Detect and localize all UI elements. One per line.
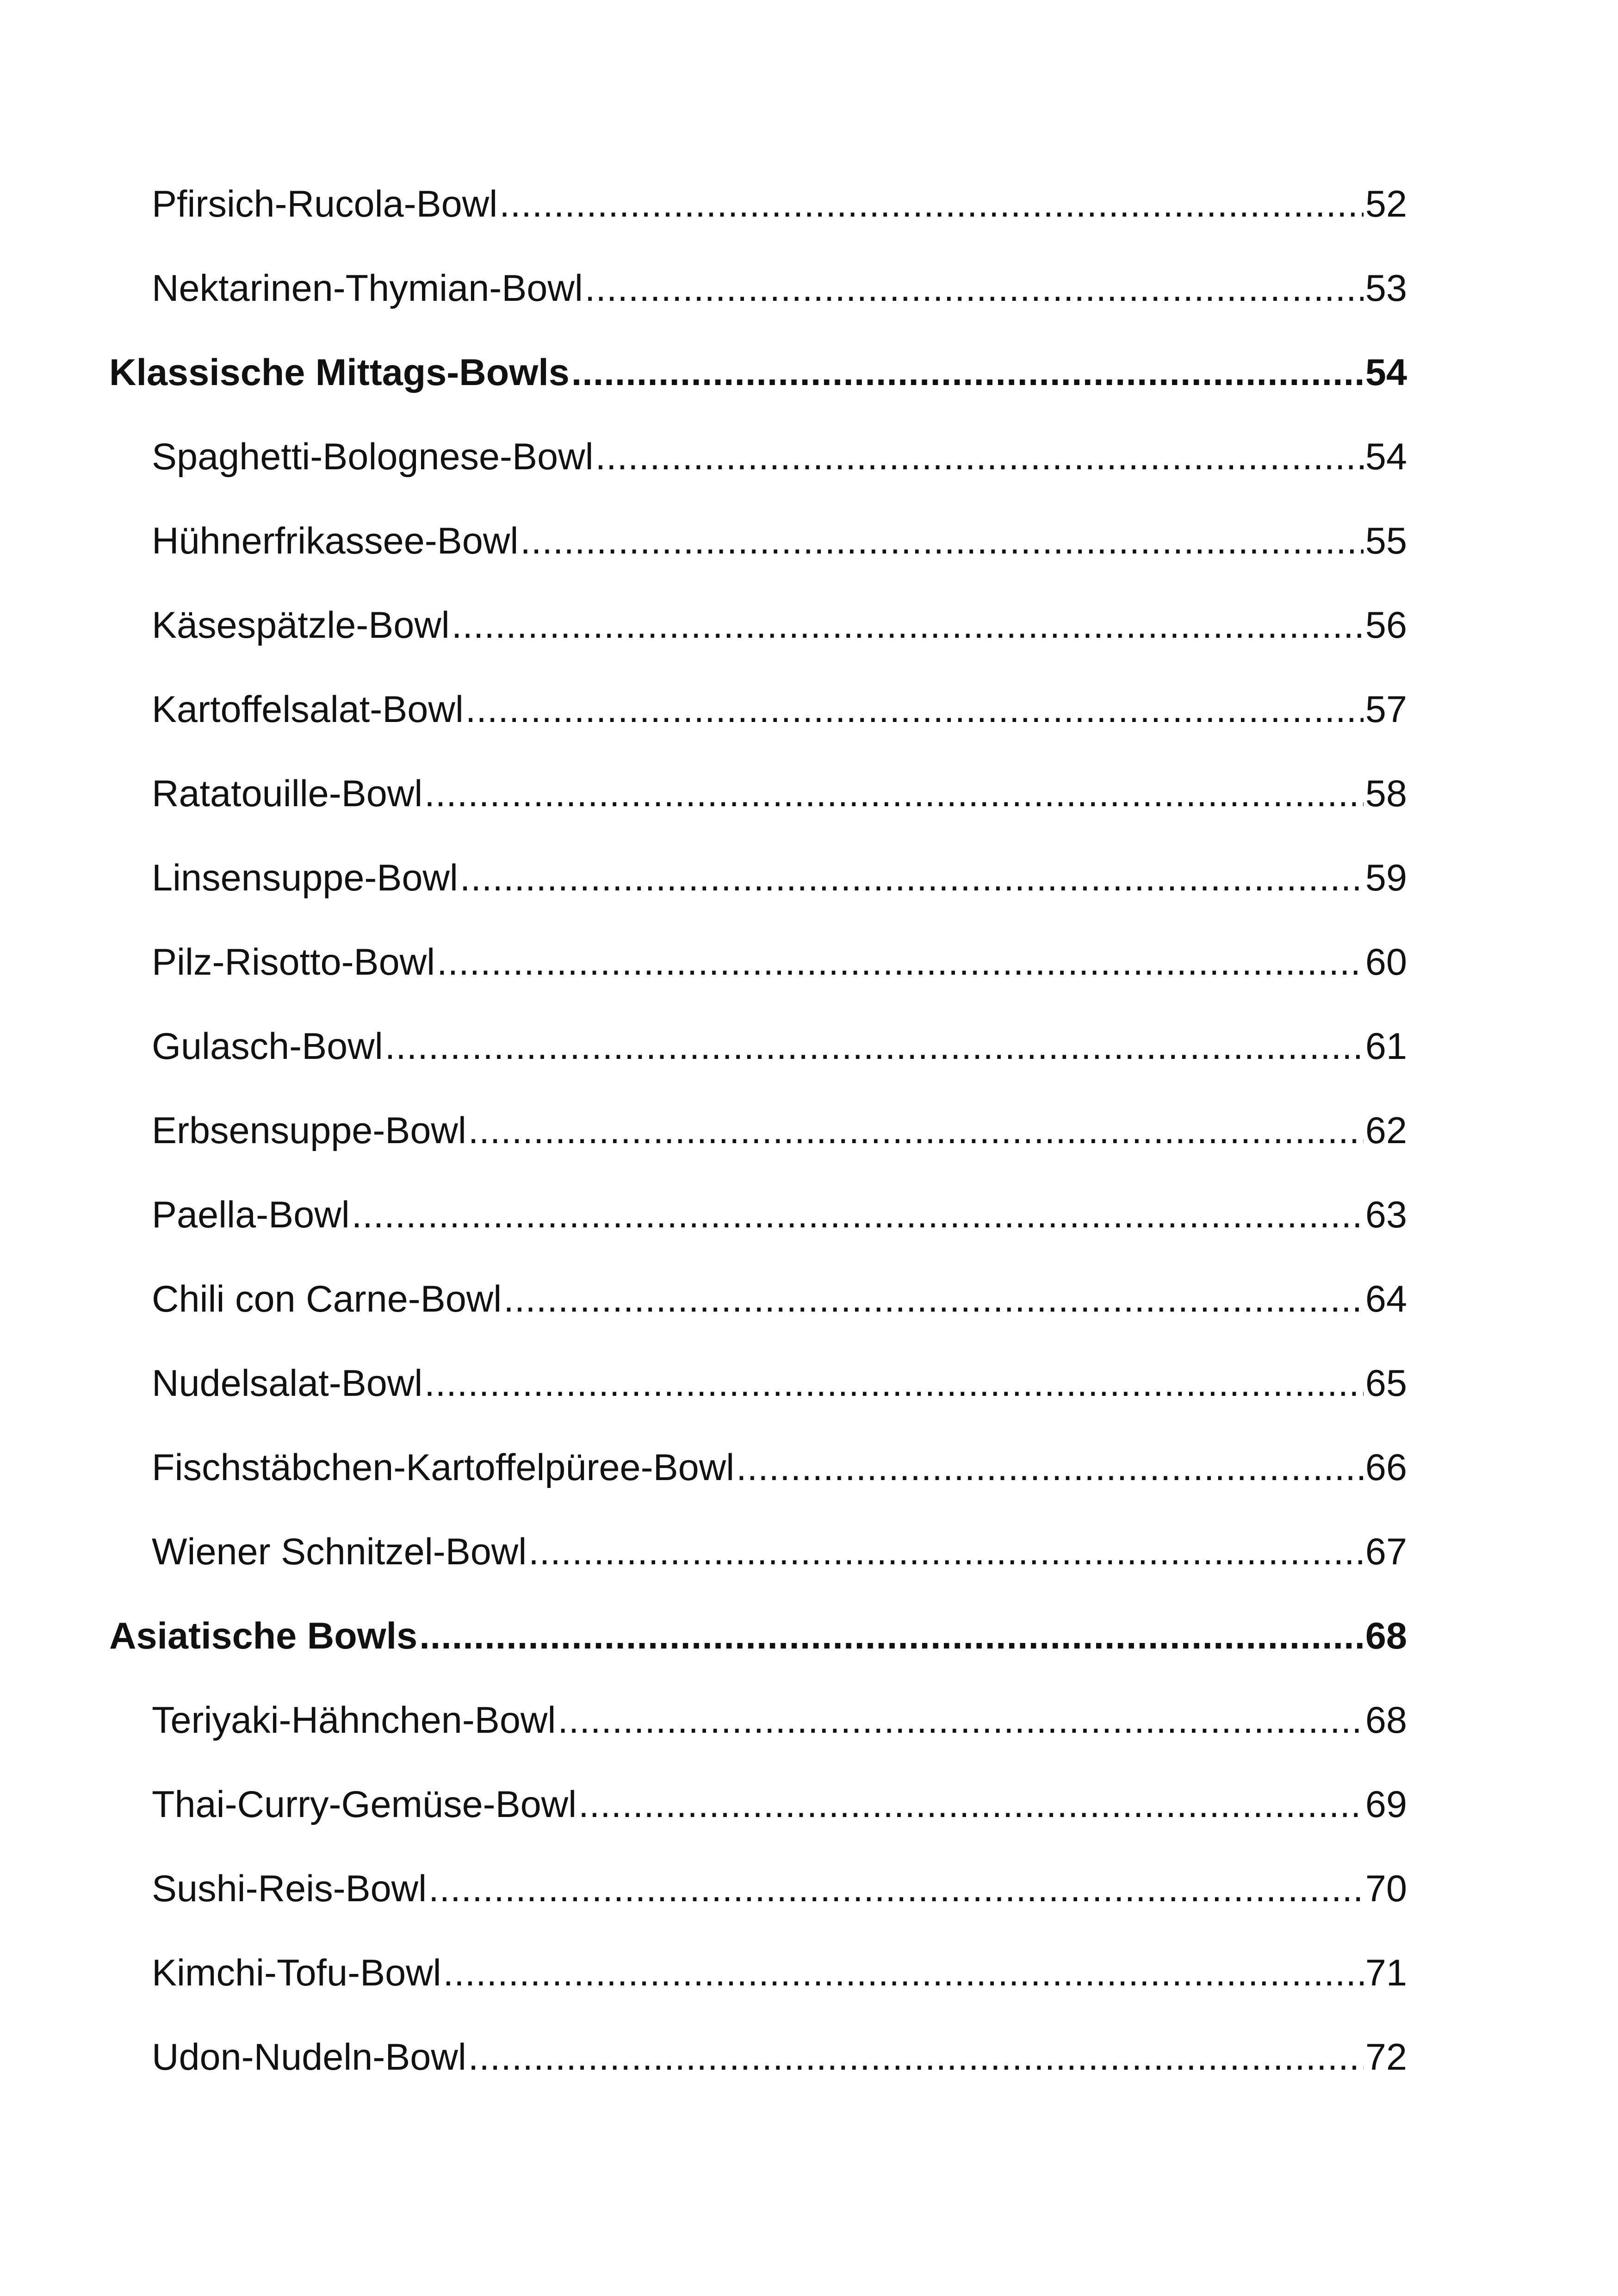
dot-leader	[452, 583, 1364, 667]
dot-leader	[595, 415, 1364, 499]
toc-entry-title: Hühnerfrikassee-Bowl	[152, 520, 519, 562]
toc-entry[interactable]	[109, 1678, 1407, 1762]
toc-entry-page: 63	[1365, 1194, 1407, 1236]
toc-entry[interactable]	[109, 499, 1407, 583]
toc-entry-title: Paella-Bowl	[152, 1194, 350, 1236]
toc-entry-title: Kimchi-Tofu-Bowl	[152, 1952, 441, 1994]
toc-entry-title: Chili con Carne-Bowl	[152, 1278, 502, 1320]
toc-entry-page: 59	[1365, 857, 1407, 899]
toc-entry[interactable]	[109, 1341, 1407, 1425]
toc-entry-page: 55	[1365, 520, 1407, 562]
toc-entry-page: 70	[1365, 1868, 1407, 1910]
toc-section[interactable]	[109, 1594, 1407, 1678]
toc-section-title: Klassische Mittags-Bowls	[109, 352, 570, 393]
dot-leader	[419, 1594, 1364, 1678]
dot-leader	[499, 162, 1364, 246]
toc-entry-title: Teriyaki-Hähnchen-Bowl	[152, 1699, 556, 1741]
toc-entry[interactable]	[109, 415, 1407, 499]
toc-entry-title: Fischstäbchen-Kartoffelpüree-Bowl	[152, 1447, 735, 1488]
toc-entry-page: 58	[1365, 773, 1407, 815]
toc-entry[interactable]	[109, 920, 1407, 1004]
toc-entry[interactable]	[109, 1257, 1407, 1341]
toc-entry-title: Udon-Nudeln-Bowl	[152, 2036, 466, 2078]
toc-entry-title: Gulasch-Bowl	[152, 1026, 383, 1067]
dot-leader	[460, 836, 1364, 920]
toc-entry-title: Spaghetti-Bolognese-Bowl	[152, 436, 594, 478]
toc-entry[interactable]	[109, 1089, 1407, 1173]
toc-entry[interactable]	[109, 1004, 1407, 1089]
dot-leader	[428, 1847, 1364, 1931]
toc-entry[interactable]	[109, 1762, 1407, 1847]
dot-leader	[468, 2015, 1364, 2099]
toc-entry-title: Käsespätzle-Bowl	[152, 604, 450, 646]
toc-entry-title: Thai-Curry-Gemüse-Bowl	[152, 1784, 577, 1825]
toc-section-page: 54	[1365, 352, 1407, 393]
table-of-contents	[109, 162, 1407, 2099]
toc-entry-title: Erbsensuppe-Bowl	[152, 1110, 466, 1151]
dot-leader	[585, 246, 1364, 330]
dot-leader	[520, 499, 1364, 583]
toc-entry-page: 67	[1365, 1531, 1407, 1573]
toc-entry[interactable]	[109, 667, 1407, 752]
dot-leader	[503, 1257, 1364, 1341]
toc-entry-page: 54	[1365, 436, 1407, 478]
toc-entry[interactable]	[109, 583, 1407, 667]
dot-leader	[528, 1510, 1364, 1594]
toc-entry-page: 53	[1365, 268, 1407, 309]
toc-entry-page: 69	[1365, 1784, 1407, 1825]
toc-entry[interactable]	[109, 1931, 1407, 2015]
toc-entry-page: 60	[1365, 941, 1407, 983]
toc-entry-title: Nudelsalat-Bowl	[152, 1363, 423, 1404]
toc-entry[interactable]	[109, 246, 1407, 330]
toc-entry-page: 57	[1365, 689, 1407, 730]
toc-entry[interactable]	[109, 1173, 1407, 1257]
toc-entry-page: 52	[1365, 183, 1407, 225]
toc-entry[interactable]	[109, 162, 1407, 246]
dot-leader	[578, 1762, 1364, 1847]
toc-entry-title: Pilz-Risotto-Bowl	[152, 941, 435, 983]
toc-entry-page: 72	[1365, 2036, 1407, 2078]
dot-leader	[571, 330, 1364, 415]
toc-entry[interactable]	[109, 752, 1407, 836]
toc-entry-page: 64	[1365, 1278, 1407, 1320]
toc-entry[interactable]	[109, 836, 1407, 920]
toc-entry-page: 68	[1365, 1699, 1407, 1741]
toc-entry-page: 71	[1365, 1952, 1407, 1994]
toc-entry[interactable]	[109, 1510, 1407, 1594]
dot-leader	[352, 1173, 1364, 1257]
dot-leader	[443, 1931, 1364, 2015]
toc-entry-page: 56	[1365, 604, 1407, 646]
toc-entry-title: Nektarinen-Thymian-Bowl	[152, 268, 583, 309]
dot-leader	[558, 1678, 1364, 1762]
dot-leader	[424, 1341, 1364, 1425]
toc-entry[interactable]	[109, 2015, 1407, 2099]
dot-leader	[465, 667, 1364, 752]
toc-entry-page: 66	[1365, 1447, 1407, 1488]
dot-leader	[424, 752, 1364, 836]
toc-entry-title: Ratatouille-Bowl	[152, 773, 423, 815]
toc-section-page: 68	[1365, 1615, 1407, 1657]
toc-entry-title: Sushi-Reis-Bowl	[152, 1868, 427, 1910]
dot-leader	[385, 1004, 1364, 1089]
toc-entry[interactable]	[109, 1425, 1407, 1510]
toc-entry-title: Kartoffelsalat-Bowl	[152, 689, 464, 730]
toc-entry-page: 61	[1365, 1026, 1407, 1067]
toc-entry-title: Linsensuppe-Bowl	[152, 857, 458, 899]
toc-entry-title: Wiener Schnitzel-Bowl	[152, 1531, 527, 1573]
dot-leader	[437, 920, 1364, 1004]
toc-entry-page: 65	[1365, 1363, 1407, 1404]
toc-entry-page: 62	[1365, 1110, 1407, 1151]
dot-leader	[468, 1089, 1364, 1173]
toc-entry-title: Pfirsich-Rucola-Bowl	[152, 183, 498, 225]
toc-section-title: Asiatische Bowls	[109, 1615, 418, 1657]
toc-entry[interactable]	[109, 1847, 1407, 1931]
dot-leader	[736, 1425, 1364, 1510]
toc-section[interactable]	[109, 330, 1407, 415]
